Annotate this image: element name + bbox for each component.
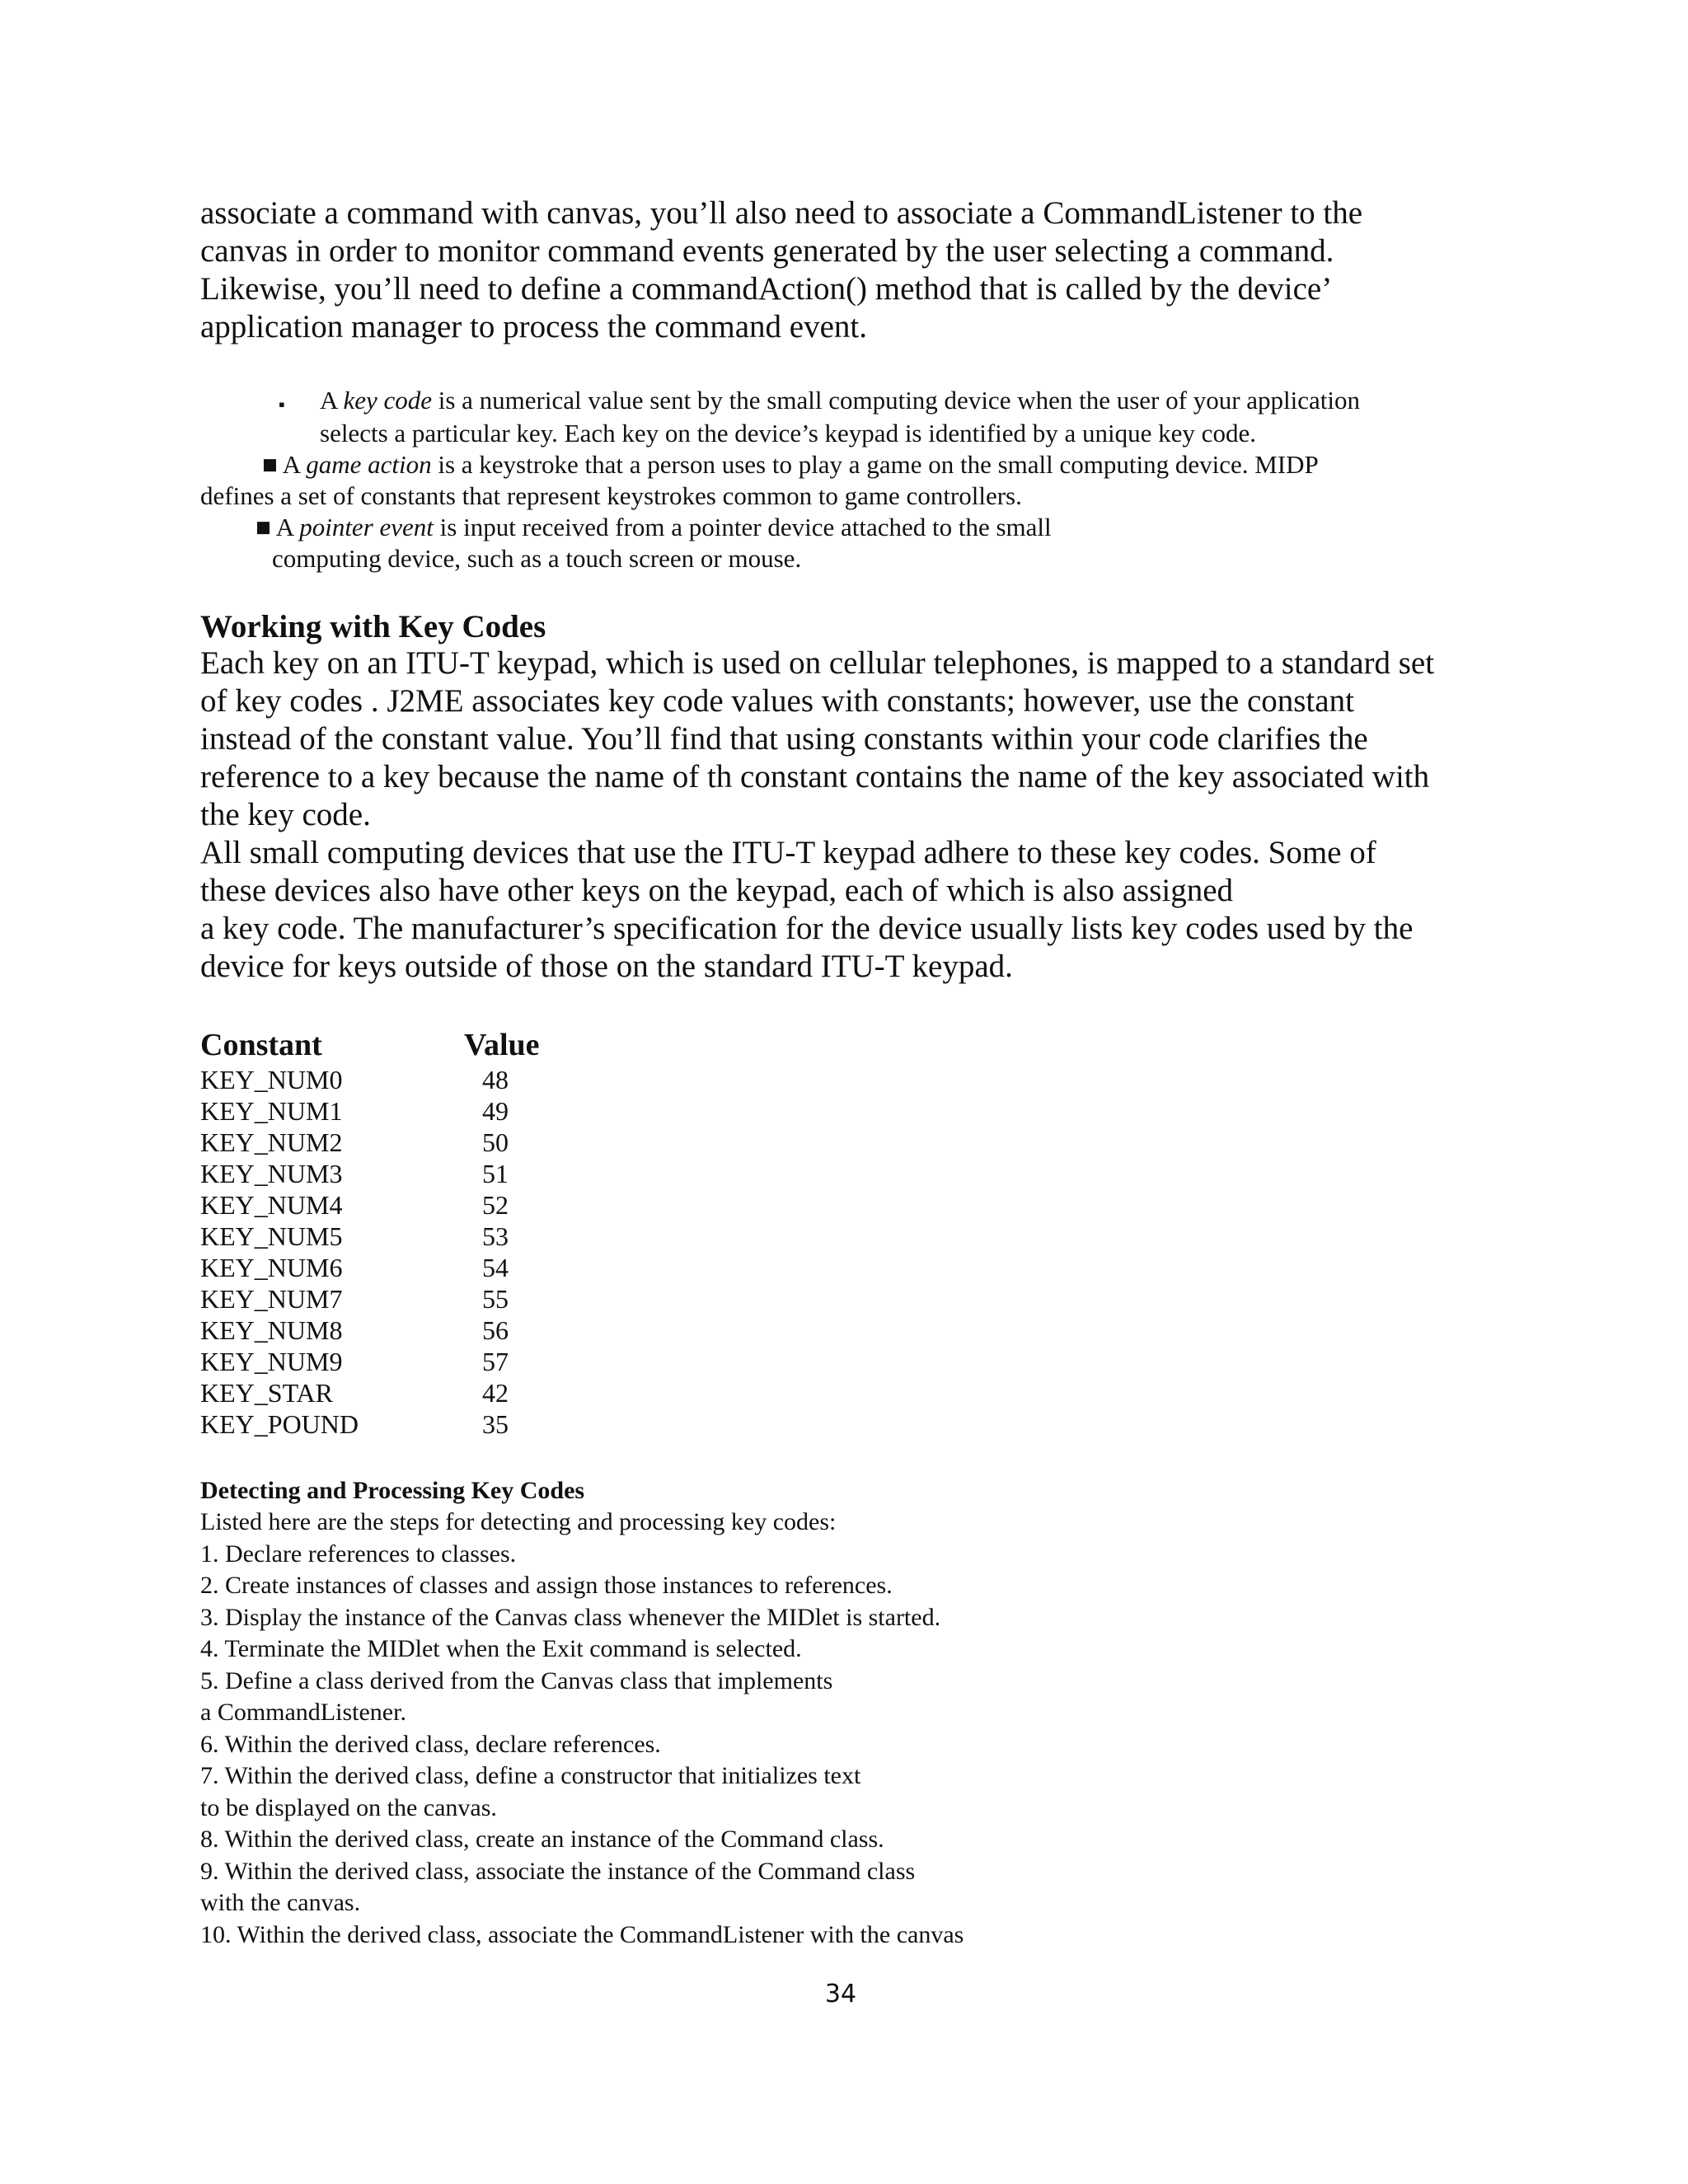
- constant-cell: KEY_NUM0: [200, 1065, 343, 1094]
- table-row: [200, 1315, 540, 1346]
- intro-paragraph: [200, 194, 1486, 346]
- bullet-key-code-line2: selects a particular key. Each key on the device’s keypad is identified by a unique key code.: [320, 419, 1256, 448]
- list-item: 9. Within the derived class, associate the instance of the Command class: [200, 1857, 916, 1885]
- paragraph-line: All small computing devices that use the ITU-T keypad adhere to these key codes. Some of: [200, 835, 1376, 870]
- column-header-value: Value: [464, 1028, 540, 1062]
- value-cell: 57: [482, 1347, 509, 1376]
- term-pointer-event: pointer event: [299, 513, 434, 541]
- steps-list: [200, 1507, 964, 1951]
- constant-cell: KEY_NUM9: [200, 1347, 343, 1376]
- bullet-key-code-line1: A key code is a numerical value sent by the small computing device when the user of your application: [320, 386, 1360, 415]
- table-row: [200, 1377, 540, 1408]
- table-row: [200, 1221, 540, 1252]
- value-cell: 56: [482, 1315, 509, 1345]
- bullet-pointer-event-line1: ■ A pointer event is input received from a pointer device attached to the small: [256, 513, 1052, 541]
- list-item: 2. Create instances of classes and assign those instances to references.: [200, 1572, 893, 1599]
- table-row: [200, 1127, 540, 1158]
- value-cell: 49: [482, 1096, 509, 1126]
- constant-cell: KEY_NUM5: [200, 1221, 343, 1251]
- table-row: [200, 1189, 540, 1221]
- paragraph-line: these devices also have other keys on the keypad, each of which is also assigned: [200, 873, 1234, 908]
- bullet-pointer-event-line2: computing device, such as a touch screen or mouse.: [272, 544, 802, 573]
- value-cell: 35: [482, 1409, 509, 1439]
- key-code-table: [200, 1026, 540, 1440]
- constant-cell: KEY_NUM2: [200, 1127, 343, 1157]
- value-cell: 55: [482, 1284, 509, 1314]
- value-cell: 42: [482, 1378, 509, 1408]
- key-codes-paragraph-2: [200, 834, 1494, 986]
- intro-line: associate a command with canvas, you’ll also need to associate a CommandListener to the: [200, 195, 1363, 231]
- paragraph-line: a key code. The manufacturer’s specification for the device usually lists key codes used by the: [200, 911, 1414, 946]
- sub-heading: Detecting and Processing Key Codes: [200, 1477, 585, 1504]
- constant-cell: KEY_NUM3: [200, 1159, 343, 1188]
- intro-line: Likewise, you’ll need to define a commandAction() method that is called by the device’: [200, 271, 1333, 307]
- constant-cell: KEY_NUM7: [200, 1284, 343, 1314]
- list-item: 3. Display the instance of the Canvas class whenever the MIDlet is started.: [200, 1603, 941, 1631]
- list-item: 10. Within the derived class, associate the CommandListener with the canvas: [200, 1920, 964, 1948]
- paragraph-line: Each key on an ITU-T keypad, which is used on cellular telephones, is mapped to a standard set: [200, 645, 1435, 681]
- list-item: with the canvas.: [200, 1889, 361, 1916]
- list-item: 5. Define a class derived from the Canvas class that implements: [200, 1666, 833, 1694]
- value-cell: 53: [482, 1221, 509, 1251]
- list-item: to be displayed on the canvas.: [200, 1793, 497, 1821]
- list-item: 1. Declare references to classes.: [200, 1540, 517, 1568]
- table-row: [200, 1095, 540, 1127]
- section-heading: Working with Key Codes: [200, 609, 546, 644]
- page-number: 34: [824, 1980, 857, 2008]
- table-row: [200, 1064, 540, 1095]
- bullet-square-icon: ▪: [279, 394, 285, 415]
- value-cell: 54: [482, 1253, 509, 1282]
- paragraph-line: device for keys outside of those on the standard ITU-T keypad.: [200, 949, 1013, 984]
- list-item: a CommandListener.: [200, 1699, 406, 1726]
- table-row: [200, 1252, 540, 1283]
- list-item: 6. Within the derived class, declare references.: [200, 1730, 661, 1758]
- value-cell: 48: [482, 1065, 509, 1094]
- table-row: [200, 1408, 540, 1440]
- column-header-constant: Constant: [200, 1028, 322, 1062]
- intro-line: application manager to process the command event.: [200, 309, 867, 344]
- value-cell: 50: [482, 1127, 509, 1157]
- constant-cell: KEY_STAR: [200, 1378, 333, 1408]
- paragraph-line: instead of the constant value. You’ll find that using constants within your code clarifies the: [200, 721, 1368, 757]
- term-key-code: key code: [343, 386, 432, 415]
- constant-cell: KEY_NUM1: [200, 1096, 343, 1126]
- value-cell: 52: [482, 1190, 509, 1220]
- paragraph-line: reference to a key because the name of th constant contains the name of the key associated with: [200, 759, 1430, 794]
- bullet-game-action-line1: ■ A game action is a keystroke that a person uses to play a game on the small computing device. MIDP: [262, 450, 1319, 479]
- list-item: 8. Within the derived class, create an instance of the Command class.: [200, 1825, 884, 1853]
- key-codes-paragraph-1: [200, 644, 1494, 834]
- constant-cell: KEY_NUM8: [200, 1315, 343, 1345]
- constant-cell: KEY_POUND: [200, 1409, 359, 1439]
- paragraph-line: of key codes . J2ME associates key code values with constants; however, use the constant: [200, 683, 1354, 719]
- table-row: [200, 1158, 540, 1189]
- list-item: Listed here are the steps for detecting and processing key codes:: [200, 1508, 837, 1535]
- table-row: [200, 1283, 540, 1315]
- value-cell: 51: [482, 1159, 509, 1188]
- paragraph-line: the key code.: [200, 797, 371, 832]
- list-item: 7. Within the derived class, define a constructor that initializes text: [200, 1762, 861, 1789]
- intro-line: canvas in order to monitor command events generated by the user selecting a command.: [200, 233, 1334, 269]
- bullet-game-action-line2: defines a set of constants that represent keystrokes common to game controllers.: [200, 481, 1022, 510]
- constant-cell: KEY_NUM6: [200, 1253, 343, 1282]
- constant-cell: KEY_NUM4: [200, 1190, 343, 1220]
- term-game-action: game action: [306, 450, 432, 479]
- table-row: [200, 1346, 540, 1377]
- table-header-row: [200, 1026, 540, 1064]
- list-item: 4. Terminate the MIDlet when the Exit command is selected.: [200, 1635, 802, 1662]
